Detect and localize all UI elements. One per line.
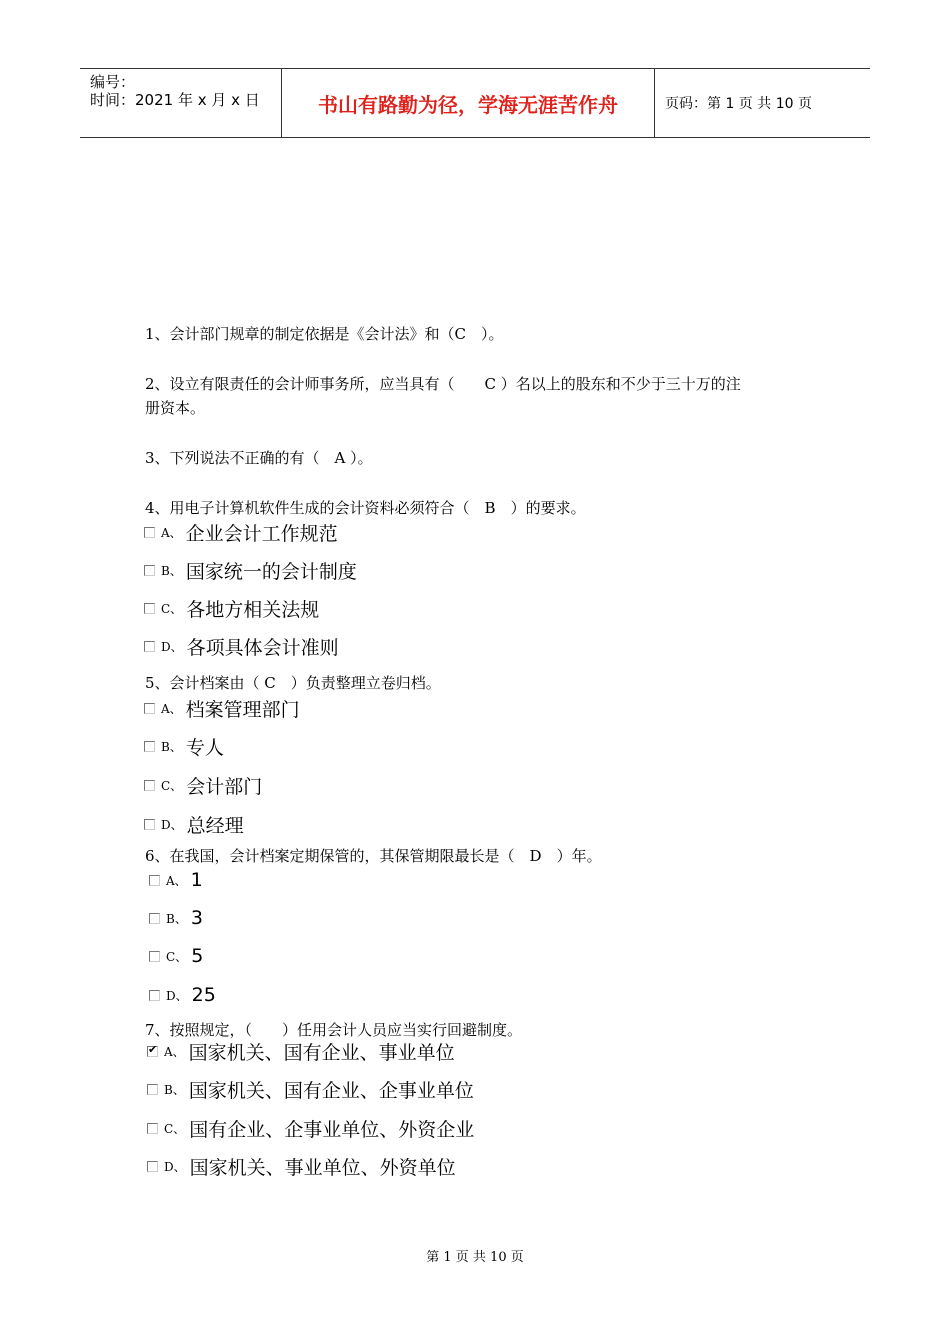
q5-option-d[interactable] <box>144 811 244 838</box>
option-label: 5 <box>191 945 204 967</box>
q7-option-d[interactable] <box>147 1153 456 1180</box>
q4-option-d[interactable] <box>144 633 339 660</box>
checkbox-icon[interactable] <box>144 527 155 538</box>
q5-option-c[interactable] <box>144 772 262 799</box>
header-motto: 书山有路勤为径，学海无涯苦作舟 <box>282 69 655 137</box>
option-label: 3 <box>190 907 203 929</box>
question-4: 4、用电子计算机软件生成的会计资料必须符合（ B ）的要求。 <box>145 499 586 517</box>
q4-option-c[interactable] <box>144 595 319 622</box>
option-letter: D、 <box>161 818 183 832</box>
option-label: 1 <box>190 869 203 891</box>
question-2-line-1: 2、设立有限责任的会计师事务所，应当具有（ C ）名以上的股东和不少于三十万的注 <box>145 375 741 393</box>
option-label: 专人 <box>185 737 224 759</box>
checkbox-icon[interactable] <box>149 913 160 924</box>
checkbox-icon[interactable] <box>144 819 155 830</box>
option-letter: D、 <box>166 988 188 1003</box>
question-1: 1、会计部门规章的制定依据是《会计法》和（C ）。 <box>145 325 504 343</box>
q6-option-a[interactable] <box>149 869 203 891</box>
option-label: 各地方相关法规 <box>186 599 320 621</box>
q6-option-c[interactable] <box>149 945 203 967</box>
q4-option-b[interactable] <box>144 557 357 584</box>
checkbox-icon[interactable] <box>147 1161 158 1172</box>
option-label: 企业会计工作规范 <box>185 523 338 545</box>
q5-option-a[interactable] <box>144 695 300 722</box>
q6-option-b[interactable] <box>149 907 203 929</box>
checkbox-icon[interactable] <box>144 641 155 652</box>
option-label: 国家机关、事业单位、外资单位 <box>189 1157 456 1179</box>
page-footer: 第 1 页 共 10 页 <box>426 1250 524 1265</box>
option-label: 25 <box>191 984 216 1006</box>
checkbox-icon[interactable] <box>144 780 155 791</box>
option-letter: B、 <box>166 911 187 926</box>
checkbox-icon[interactable] <box>149 951 160 962</box>
question-6: 6、在我国，会计档案定期保管的，其保管期限最长是（ D ）年。 <box>145 847 602 865</box>
q7-option-b[interactable] <box>147 1076 474 1103</box>
checkbox-icon[interactable] <box>149 990 160 1001</box>
option-label: 国家机关、国有企业、企事业单位 <box>188 1080 474 1102</box>
option-letter: B、 <box>164 1083 185 1097</box>
option-label: 国家机关、国有企业、事业单位 <box>188 1042 455 1064</box>
option-letter: C、 <box>161 779 183 793</box>
option-letter: C、 <box>161 602 183 616</box>
option-letter: B、 <box>161 564 182 578</box>
checkbox-icon[interactable] <box>149 875 160 886</box>
option-label: 国家统一的会计制度 <box>185 561 357 583</box>
page-header <box>80 68 870 138</box>
checked-checkbox-icon[interactable] <box>147 1046 158 1057</box>
question-3: 3、下列说法不正确的有（ A ）。 <box>145 449 373 467</box>
time-label: 时间：2021 年 x 月 x 日 <box>90 91 260 109</box>
header-meta <box>80 69 282 137</box>
q4-option-a[interactable] <box>144 519 338 546</box>
q7-option-a[interactable] <box>147 1038 455 1065</box>
q6-option-d[interactable] <box>149 984 216 1006</box>
serial-label: 编号： <box>90 73 136 91</box>
option-label: 档案管理部门 <box>185 699 300 721</box>
option-letter: A、 <box>166 873 187 888</box>
option-letter: D、 <box>161 640 183 654</box>
option-letter: C、 <box>164 1122 186 1136</box>
option-label: 各项具体会计准则 <box>186 637 339 659</box>
option-letter: A、 <box>164 1045 185 1059</box>
q7-option-c[interactable] <box>147 1115 474 1142</box>
option-letter: D、 <box>164 1160 186 1174</box>
header-page-info: 页码：第 1 页 共 10 页 <box>665 96 812 112</box>
checkbox-icon[interactable] <box>144 603 155 614</box>
option-label: 会计部门 <box>186 776 263 798</box>
option-letter: C、 <box>166 949 188 964</box>
option-label: 国有企业、企事业单位、外资企业 <box>189 1119 475 1141</box>
question-2-line-2: 册资本。 <box>145 399 206 417</box>
option-letter: B、 <box>161 740 182 754</box>
checkbox-icon[interactable] <box>144 741 155 752</box>
question-7: 7、按照规定，（ ）任用会计人员应当实行回避制度。 <box>145 1021 523 1039</box>
checkbox-icon[interactable] <box>147 1123 158 1134</box>
checkbox-icon[interactable] <box>144 565 155 576</box>
option-letter: A、 <box>161 702 182 716</box>
checkbox-icon[interactable] <box>147 1084 158 1095</box>
option-label: 总经理 <box>186 815 244 837</box>
question-5: 5、会计档案由（ C ）负责整理立卷归档。 <box>145 674 441 692</box>
q5-option-b[interactable] <box>144 733 224 760</box>
option-letter: A、 <box>161 526 182 540</box>
question-2 <box>145 372 741 420</box>
checkbox-icon[interactable] <box>144 703 155 714</box>
